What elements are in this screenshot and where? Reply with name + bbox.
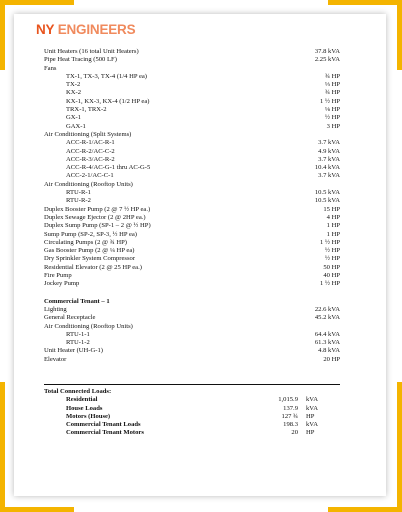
logo-engineers: ENGINEERS bbox=[57, 22, 136, 37]
load-label: Air Conditioning (Rooftop Units) bbox=[44, 322, 133, 330]
load-label: Lighting bbox=[44, 305, 67, 313]
load-value: ¾ HP bbox=[324, 72, 340, 80]
total-label: Residential bbox=[66, 396, 98, 404]
load-row bbox=[44, 139, 340, 147]
load-row bbox=[44, 298, 340, 306]
load-value: ⅓ HP bbox=[324, 81, 340, 89]
load-label: Duplex Sump Pump (SP-1 – 2 @ ½ HP) bbox=[44, 222, 151, 230]
load-value: 3.7 kVA bbox=[318, 172, 340, 180]
load-value: 40 HP bbox=[323, 272, 340, 280]
total-row bbox=[44, 421, 340, 429]
total-label: Commercial Tenant Loads bbox=[66, 421, 141, 429]
load-row bbox=[44, 214, 340, 222]
load-value: ⅛ HP bbox=[324, 106, 340, 114]
load-value: 64.4 kVA bbox=[314, 330, 340, 338]
load-row bbox=[44, 331, 340, 339]
load-row bbox=[44, 114, 340, 122]
load-row bbox=[44, 247, 340, 255]
load-label: RTU-1-1 bbox=[66, 330, 90, 338]
load-value: 20 HP bbox=[323, 355, 340, 363]
load-value: 61.3 kVA bbox=[314, 339, 340, 347]
corner-bracket-top-right-v bbox=[397, 0, 402, 70]
load-value: 1 ½ HP bbox=[320, 238, 340, 246]
load-label: RTU-1-2 bbox=[66, 339, 90, 347]
load-value: ½ HP bbox=[324, 255, 340, 263]
corner-bracket-bottom-left-v bbox=[0, 382, 5, 512]
load-value: ½ HP bbox=[324, 247, 340, 255]
total-unit: HP bbox=[306, 429, 315, 437]
totals-heading-row bbox=[44, 388, 340, 396]
total-num: 137.9 bbox=[283, 404, 298, 412]
load-row bbox=[44, 164, 340, 172]
load-row bbox=[44, 106, 340, 114]
load-label: Commercial Tenant – 1 bbox=[44, 297, 110, 305]
load-value: 4.8 kVA bbox=[318, 347, 340, 355]
load-label: ACC-R-4/AC-G-1 thru AC-G-5 bbox=[66, 164, 151, 172]
load-label: Sump Pump (SP-2, SP-3, ½ HP ea) bbox=[44, 230, 137, 238]
load-label: GAX-1 bbox=[66, 122, 86, 130]
load-row bbox=[44, 239, 340, 247]
load-label: Duplex Sewage Ejector (2 @ 2HP ea.) bbox=[44, 213, 146, 221]
load-row bbox=[44, 222, 340, 230]
load-label: ACC-R-1/AC-R-1 bbox=[66, 139, 115, 147]
load-row bbox=[44, 81, 340, 89]
corner-bracket-top-left-h bbox=[0, 0, 74, 5]
load-row bbox=[44, 272, 340, 280]
load-label: RTU-R-2 bbox=[66, 197, 91, 205]
load-label: Fire Pump bbox=[44, 272, 72, 280]
total-row bbox=[44, 413, 340, 421]
load-value: 10.4 kVA bbox=[314, 164, 340, 172]
load-label: Pipe Heat Tracing (500 LF) bbox=[44, 56, 117, 64]
load-row bbox=[44, 156, 340, 164]
total-row bbox=[44, 429, 340, 437]
load-row bbox=[44, 231, 340, 239]
load-row bbox=[44, 123, 340, 131]
totals-heading: Total Connected Loads: bbox=[44, 388, 112, 395]
load-label: Circulating Pumps (2 @ ¾ HP) bbox=[44, 238, 127, 246]
load-row bbox=[44, 206, 340, 214]
total-unit: kVA bbox=[306, 421, 318, 429]
load-value: 1 ½ HP bbox=[320, 280, 340, 288]
corner-bracket-top-left-v bbox=[0, 0, 5, 70]
load-value: 10.5 kVA bbox=[314, 197, 340, 205]
load-value: 3 HP bbox=[326, 122, 340, 130]
load-list bbox=[44, 48, 340, 364]
load-row bbox=[44, 65, 340, 73]
load-label: ACC-2-1/AC-C-1 bbox=[66, 172, 114, 180]
load-label: Air Conditioning (Rooftop Units) bbox=[44, 180, 133, 188]
corner-bracket-bottom-right-v bbox=[397, 382, 402, 512]
load-value: 10.5 kVA bbox=[314, 189, 340, 197]
load-row bbox=[44, 264, 340, 272]
load-label: Unit Heater (UH-G-1) bbox=[44, 347, 103, 355]
load-label: GX-1 bbox=[66, 114, 82, 122]
load-value: 1 HP bbox=[326, 230, 340, 238]
load-row bbox=[44, 98, 340, 106]
load-row bbox=[44, 306, 340, 314]
load-label: Duplex Booster Pump (2 @ 7 ½ HP ea.) bbox=[44, 205, 151, 213]
load-row bbox=[44, 148, 340, 156]
load-label: Fans bbox=[44, 64, 57, 72]
load-label: ACC-R-2/AC-C-2 bbox=[66, 147, 115, 155]
load-label: Gas Booster Pump (2 @ ¼ HP ea) bbox=[44, 247, 135, 255]
load-label: Unit Heaters (16 total Unit Heaters) bbox=[44, 48, 139, 55]
load-row bbox=[44, 280, 340, 288]
corner-bracket-bottom-right-h bbox=[328, 507, 402, 512]
load-row bbox=[44, 73, 340, 81]
total-num: 1,015.9 bbox=[278, 396, 298, 404]
load-value: ¾ HP bbox=[324, 89, 340, 97]
load-value: 1 ½ HP bbox=[320, 97, 340, 105]
total-unit: HP bbox=[306, 412, 315, 420]
logo-ny: NY bbox=[36, 22, 55, 37]
load-row bbox=[44, 131, 340, 139]
total-label: Motors (House) bbox=[66, 412, 111, 420]
load-row bbox=[44, 56, 340, 64]
load-row bbox=[44, 323, 340, 331]
load-label: TX-2 bbox=[66, 81, 81, 89]
total-row bbox=[44, 396, 340, 404]
load-label: TRX-1, TRX-2 bbox=[66, 106, 107, 114]
total-num: 198.3 bbox=[283, 421, 298, 429]
total-num: 127 ¾ bbox=[281, 412, 298, 420]
load-value: 22.6 kVA bbox=[314, 305, 340, 313]
load-row bbox=[44, 189, 340, 197]
load-row bbox=[44, 339, 340, 347]
totals-divider bbox=[44, 384, 340, 385]
load-label: Elevator bbox=[44, 355, 67, 363]
load-row bbox=[44, 181, 340, 189]
load-value: 1 HP bbox=[326, 222, 340, 230]
load-value: 4.9 kVA bbox=[318, 147, 340, 155]
load-value: 45.2 kVA bbox=[314, 314, 340, 322]
corner-bracket-bottom-left-h bbox=[0, 507, 74, 512]
total-unit: kVA bbox=[306, 396, 318, 404]
load-row bbox=[44, 314, 340, 322]
total-num: 20 bbox=[291, 429, 298, 437]
load-label: TX-1, TX-3, TX-4 (1/4 HP ea) bbox=[66, 72, 148, 80]
load-row bbox=[44, 347, 340, 355]
spacer-row bbox=[44, 289, 340, 298]
load-row bbox=[44, 255, 340, 263]
load-label: Dry Sprinkler System Compressor bbox=[44, 255, 136, 263]
totals-section bbox=[44, 388, 340, 438]
company-logo bbox=[36, 22, 135, 37]
load-value: 3.7 kVA bbox=[318, 139, 340, 147]
load-label: ACC-R-3/AC-R-2 bbox=[66, 155, 115, 163]
load-label: RTU-R-1 bbox=[66, 189, 91, 197]
load-label: General Receptacle bbox=[44, 314, 96, 322]
total-label: House Loads bbox=[66, 404, 103, 412]
total-row bbox=[44, 405, 340, 413]
load-label: KX-2 bbox=[66, 89, 82, 97]
load-row bbox=[44, 197, 340, 205]
load-value: 50 HP bbox=[323, 263, 340, 271]
load-label: Air Conditioning (Split Systems) bbox=[44, 130, 132, 138]
corner-bracket-top-right-h bbox=[328, 0, 402, 5]
load-label: Residential Elevator (2 @ 25 HP ea.) bbox=[44, 263, 142, 271]
load-row bbox=[44, 48, 340, 56]
load-value: 15 HP bbox=[323, 205, 340, 213]
load-value: 2.25 kVA bbox=[314, 56, 340, 64]
load-label: Jockey Pump bbox=[44, 280, 80, 288]
load-row bbox=[44, 172, 340, 180]
load-row bbox=[44, 356, 340, 364]
load-value: 4 HP bbox=[326, 213, 340, 221]
load-row bbox=[44, 89, 340, 97]
total-unit: kVA bbox=[306, 404, 318, 412]
total-label: Commercial Tenant Motors bbox=[66, 429, 144, 437]
load-value: 3.7 kVA bbox=[318, 155, 340, 163]
load-value: ½ HP bbox=[324, 114, 340, 122]
load-label: KX-1, KX-3, KX-4 (1/2 HP ea) bbox=[66, 97, 150, 105]
load-value: 37.8 kVA bbox=[314, 48, 340, 55]
